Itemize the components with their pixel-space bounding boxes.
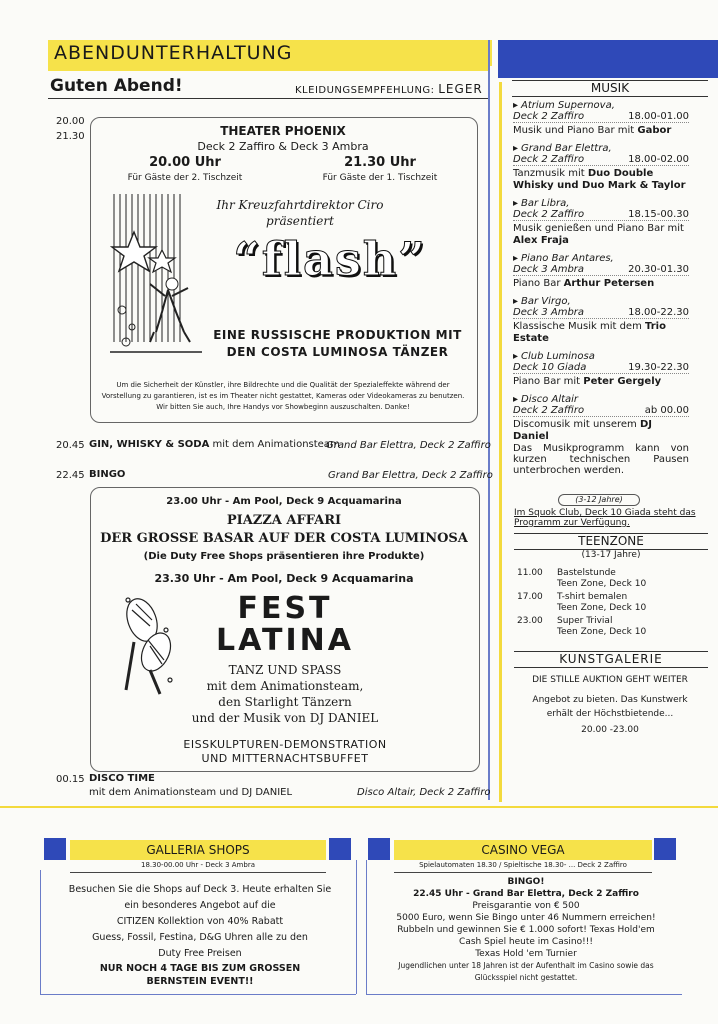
time-label: 20.45 xyxy=(56,440,85,451)
box-border xyxy=(366,994,682,995)
fest-extra: EISSKULPTUREN-DEMONSTRATION xyxy=(183,738,387,751)
musik-deck: Deck 2 Zaffiro xyxy=(513,154,585,165)
bullet-icon: ▸ xyxy=(513,143,519,154)
musik-venue: Grand Bar Elettra, ▸ xyxy=(513,143,612,154)
presenter-line-2: präsentiert xyxy=(266,214,334,228)
time-label: 20.00 xyxy=(56,116,85,127)
teenzone-item xyxy=(517,568,697,590)
musik-item xyxy=(513,100,689,137)
musik-deck: Deck 10 Giada xyxy=(513,362,587,373)
teenzone-activity: Super Trivial Teen Zone, Deck 10 xyxy=(557,616,647,637)
corner-square xyxy=(329,838,351,860)
fest-desc: und der Musik von DJ DANIEL xyxy=(191,711,379,725)
teenzone-list xyxy=(517,568,697,640)
fest-logo-1: FEST xyxy=(237,591,333,626)
bullet-icon: ▸ xyxy=(513,296,519,307)
event-location: Grand Bar Elettra, Deck 2 Zaffiro xyxy=(328,470,493,481)
time-label: 21.30 xyxy=(56,131,85,142)
time-label: 00.15 xyxy=(56,774,85,785)
squok-text-2: Programm zur Verfügung. xyxy=(514,518,630,528)
event-bingo: BINGO xyxy=(89,469,126,480)
teenzone-activity: T-shirt bemalen Teen Zone, Deck 10 xyxy=(557,592,647,613)
divider xyxy=(394,872,652,873)
musik-deck-row xyxy=(513,362,689,374)
corner-square xyxy=(44,838,66,860)
squok-age: (3-12 Jahre) xyxy=(558,494,640,506)
theater-title: THEATER PHOENIX xyxy=(220,124,346,138)
musik-time: 20.30-01.30 xyxy=(628,264,689,275)
musik-deck-row xyxy=(513,154,689,166)
kunst-text-2: erhält der Höchstbietende... xyxy=(546,709,674,719)
teenzone-time: 17.00 xyxy=(517,592,543,602)
bullet-icon: ▸ xyxy=(513,198,519,209)
musik-venue: Club Luminosa ▸ xyxy=(513,351,595,362)
musik-deck-row xyxy=(513,405,689,417)
musik-deck-row xyxy=(513,264,689,276)
musik-desc: Musik und Piano Bar mit Gabor xyxy=(513,125,672,136)
galleria-hours: 18.30-00.00 Uhr - Deck 3 Ambra xyxy=(141,861,255,869)
musik-deck-row xyxy=(513,209,689,221)
fest-desc: mit dem Animationsteam, xyxy=(206,679,364,693)
production-line-2: DEN COSTA LUMINOSA TÄNZER xyxy=(226,345,449,359)
musik-item xyxy=(513,253,689,290)
musik-list xyxy=(513,100,689,482)
column-divider-yellow xyxy=(499,82,502,802)
musik-deck: Deck 2 Zaffiro xyxy=(513,405,585,416)
musik-deck: Deck 3 Ambra xyxy=(513,307,585,318)
basar-title-2: DER GROSSE BASAR AUF DER COSTA LUMINOSA xyxy=(100,531,468,546)
kunst-subtitle: DIE STILLE AUKTION GEHT WEITER xyxy=(532,675,688,685)
musik-desc: Piano Bar mit Peter Gergely xyxy=(513,376,662,387)
show-time-a: 20.00 Uhr xyxy=(149,155,221,170)
presenter-line: Ihr Kreuzfahrtdirektor Ciro xyxy=(216,198,384,212)
show-logo: “flash” xyxy=(233,232,427,286)
box-border xyxy=(40,870,41,994)
musik-deck: Deck 2 Zaffiro xyxy=(513,111,585,122)
teenzone-title: TEENZONE xyxy=(514,533,708,550)
page-title: ABENDUNTERHALTUNG xyxy=(48,40,492,66)
teenzone-item xyxy=(517,616,697,638)
teenzone-age: (13-17 Jahre) xyxy=(581,550,641,560)
basar-subtitle: (Die Duty Free Shops präsentieren ihre Produkte) xyxy=(143,551,425,562)
basar-time: 23.00 Uhr - Am Pool, Deck 9 Acquamarina xyxy=(166,496,402,507)
musik-time: 18.00-01.00 xyxy=(628,111,689,122)
musik-item xyxy=(513,198,689,247)
disclaimer: Wir bitten Sie auch, Ihre Handys vor Showbeginn auszuschalten. Danke! xyxy=(156,403,410,411)
title-underline xyxy=(48,66,488,71)
musik-desc: Discomusik mit unserem DJ Daniel xyxy=(513,419,652,442)
galleria-body: Besuchen Sie die Shops auf Deck 3. Heute erhalten Sie ein besonderes Angebot auf die CITIZEN Kollektion von 40% Rabatt Guess, Fossil, Festina, D&G Uhren alle zu den Duty Free Preisen NUR NOCH 4 TAGE BIS ZUM GROSSEN BERNSTEIN EVENT!! xyxy=(68,884,332,987)
bullet-icon: ▸ xyxy=(513,394,519,405)
corner-square xyxy=(368,838,390,860)
teenzone-item xyxy=(517,592,697,614)
event-gin: GIN, WHISKY & SODA mit dem Animationsteam xyxy=(89,439,340,450)
casino-body: BINGO! 22.45 Uhr - Grand Bar Elettra, Deck 2 Zaffiro Preisgarantie von € 500 5000 Euro, wenn Sie Bingo unter 46 Nummern erreichen! Rubbeln und gewinnen Sie € 1.000 sofort! Texas Hold'em Cash Spiel heute im Casino!!! Texas Hold 'em Turnier Jugendlichen unter 18 Jahren ist der Aufenthalt im Casino sowie das Glücksspiel nicht gestattet. xyxy=(396,877,656,982)
basar-title: PIAZZA AFFARI xyxy=(226,513,342,528)
divider xyxy=(70,872,326,873)
musik-time: ab 00.00 xyxy=(644,405,689,416)
corner-square xyxy=(654,838,676,860)
disclaimer: Um die Sicherheit der Künstler, ihre Bildrechte und die Qualität der Spezialeffekte während der xyxy=(116,381,450,389)
musik-venue: Bar Virgo, ▸ xyxy=(513,296,571,307)
squok-text: Im Squok Club, Deck 10 Giada steht das xyxy=(514,508,696,518)
musik-time: 18.00-02.00 xyxy=(628,154,689,165)
musik-venue: Disco Altair ▸ xyxy=(513,394,579,405)
bullet-icon: ▸ xyxy=(513,253,519,264)
musik-venue: Piano Bar Antares, ▸ xyxy=(513,253,614,264)
teenzone-time: 23.00 xyxy=(517,616,543,626)
fest-time: 23.30 Uhr - Am Pool, Deck 9 Acquamarina xyxy=(154,572,414,585)
show-time-b: 21.30 Uhr xyxy=(344,155,416,170)
musik-deck: Deck 3 Ambra xyxy=(513,264,585,275)
column-divider xyxy=(488,40,490,800)
musik-deck: Deck 2 Zaffiro xyxy=(513,209,585,220)
fest-desc: den Starlight Tänzern xyxy=(218,695,352,709)
event-disco-text: mit dem Animationsteam und DJ DANIEL xyxy=(89,787,293,798)
bullet-icon: ▸ xyxy=(513,351,519,362)
theater-location: Deck 2 Zaffiro & Deck 3 Ambra xyxy=(197,140,369,153)
fest-desc: TANZ UND SPASS xyxy=(228,663,342,677)
musik-item xyxy=(513,351,689,388)
show-time-b-note: Für Gäste der 1. Tischzeit xyxy=(322,173,438,183)
fest-logo-2: LATINA xyxy=(216,623,354,658)
teenzone-time: 11.00 xyxy=(517,568,543,578)
musik-deck-row xyxy=(513,111,689,123)
event-disco: DISCO TIME xyxy=(89,773,155,784)
musik-desc: Klassische Musik mit dem Trio Estate xyxy=(513,321,666,344)
box-border xyxy=(366,860,367,994)
musik-note: Das Musikprogramm kann von kurzen technischen Pausen unterbrochen werden. xyxy=(513,443,689,476)
event-location: Disco Altair, Deck 2 Zaffiro xyxy=(357,787,491,798)
musik-venue: Atrium Supernova, ▸ xyxy=(513,100,615,111)
fest-extra-2: UND MITTERNACHTSBUFFET xyxy=(201,752,369,765)
box-border xyxy=(356,860,357,994)
galleria-title: GALLERIA SHOPS xyxy=(70,840,326,860)
divider xyxy=(48,98,488,99)
event-location: Grand Bar Elettra, Deck 2 Zaffiro xyxy=(326,440,491,451)
time-label: 22.45 xyxy=(56,470,85,481)
disclaimer: Vorstellung zu garantieren, ist es im Theater nicht gestattet, Kameras oder Videokameras zu benutzen. xyxy=(101,392,465,400)
kunst-text: Angebot zu bieten. Das Kunstwerk xyxy=(532,695,688,705)
musik-title: MUSIK xyxy=(512,80,708,97)
production-line-1: EINE RUSSISCHE PRODUKTION MIT xyxy=(213,328,462,342)
dress-code: KLEIDUNGSEMPFEHLUNG: LEGER xyxy=(295,82,483,96)
musik-venue: Bar Libra, ▸ xyxy=(513,198,570,209)
musik-header-bar xyxy=(498,40,718,78)
teenzone-activity: Bastelstunde Teen Zone, Deck 10 xyxy=(557,568,647,589)
bullet-icon: ▸ xyxy=(513,100,519,111)
musik-item xyxy=(513,394,689,476)
kunst-time: 20.00 -23.00 xyxy=(581,725,639,735)
musik-desc: Piano Bar Arthur Petersen xyxy=(513,278,655,289)
greeting: Guten Abend! xyxy=(50,76,183,96)
section-separator xyxy=(0,806,718,808)
casino-title: CASINO VEGA xyxy=(394,840,652,860)
show-time-a-note: Für Gäste der 2. Tischzeit xyxy=(127,173,243,183)
musik-deck-row xyxy=(513,307,689,319)
musik-desc: Musik genießen und Piano Bar mit Alex Fraja xyxy=(513,223,684,246)
musik-time: 19.30-22.30 xyxy=(628,362,689,373)
musik-time: 18.00-22.30 xyxy=(628,307,689,318)
musik-item xyxy=(513,143,689,192)
kunst-title: KUNSTGALERIE xyxy=(514,651,708,668)
musik-time: 18.15-00.30 xyxy=(628,209,689,220)
casino-hours: Spielautomaten 18.30 / Spieltische 18.30- ... Deck 2 Zaffiro xyxy=(419,861,627,869)
musik-item xyxy=(513,296,689,345)
musik-desc: Tanzmusik mit Duo Double Whisky und Duo Mark & Taylor xyxy=(513,168,686,191)
box-border xyxy=(40,994,356,995)
